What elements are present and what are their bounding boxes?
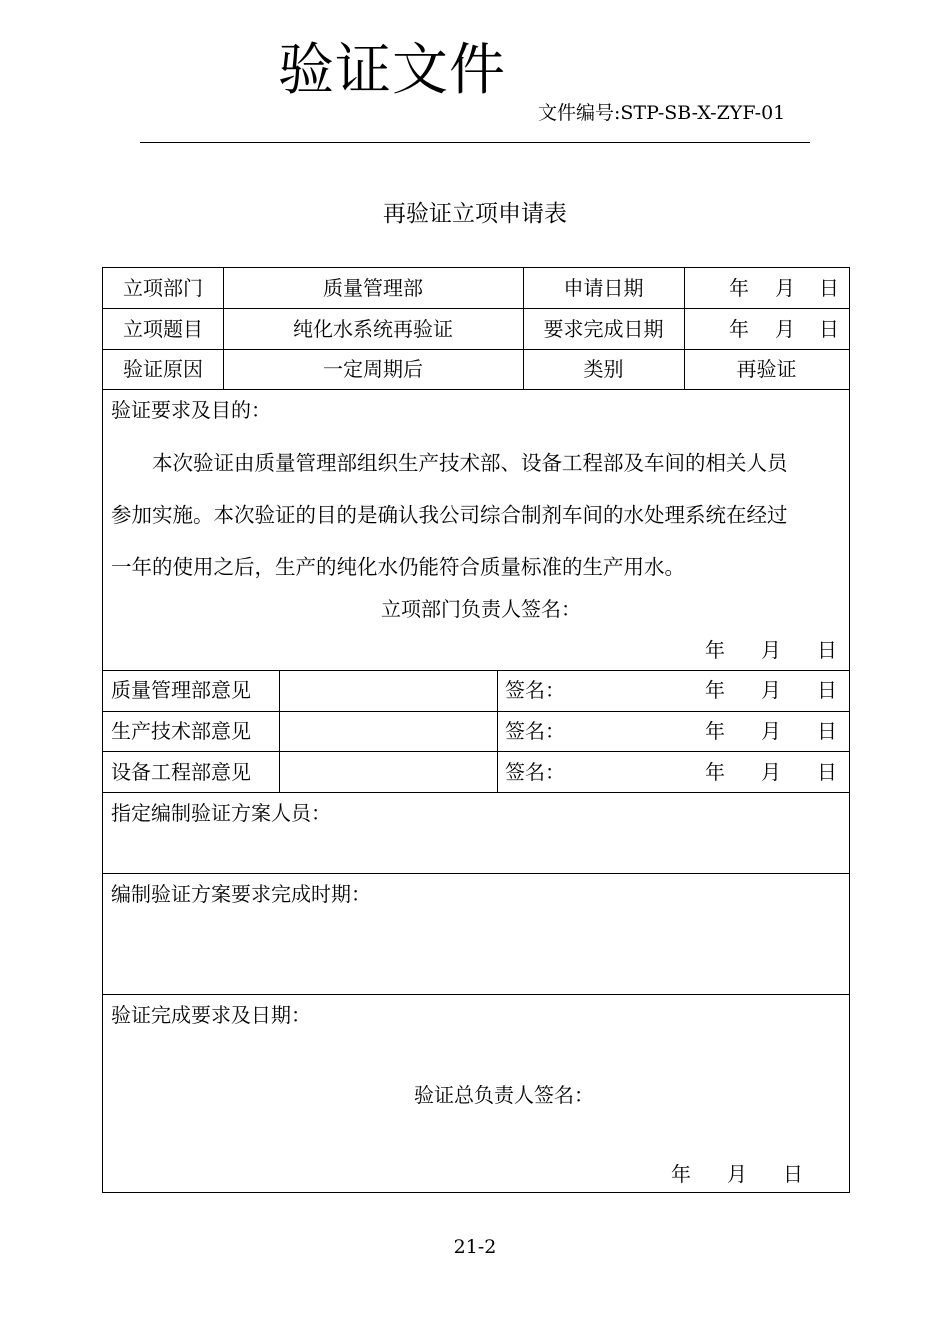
apply-date-label: 申请日期 xyxy=(563,276,644,300)
assign-staff-heading: 指定编制验证方案人员： xyxy=(111,801,331,825)
purpose-date-day: 日 xyxy=(817,638,837,662)
equipment-date-year: 年 xyxy=(705,760,725,784)
qa-sign-label: 签名： xyxy=(505,678,565,702)
purpose-date-year: 年 xyxy=(705,638,725,662)
equipment-sign-label: 签名： xyxy=(505,760,565,784)
due-date-month: 月 xyxy=(775,317,795,341)
qa-opinion-label: 质量管理部意见 xyxy=(111,678,251,702)
document-number: 文件编号:STP-SB-X-ZYF-01 xyxy=(538,102,786,124)
completion-date-year: 年 xyxy=(671,1162,691,1186)
document-title: 验证文件 xyxy=(278,38,506,103)
purpose-line-2: 参加实施。本次验证的目的是确认我公司综合制剂车间的水处理系统在经过 xyxy=(111,503,788,527)
dept-label: 立项部门 xyxy=(123,276,203,300)
purpose-line-3: 一年的使用之后，生产的纯化水仍能符合质量标准的生产用水。 xyxy=(111,555,685,579)
equipment-date-day: 日 xyxy=(817,760,837,784)
qa-date-month: 月 xyxy=(761,678,781,702)
completion-date-day: 日 xyxy=(783,1162,803,1186)
apply-date-month: 月 xyxy=(775,276,795,300)
production-opinion-label: 生产技术部意见 xyxy=(111,719,251,743)
due-date-label: 要求完成日期 xyxy=(543,317,664,341)
production-sign-label: 签名： xyxy=(505,719,565,743)
category-label: 类别 xyxy=(583,357,624,381)
header-divider xyxy=(140,142,810,143)
due-date-year: 年 xyxy=(729,317,749,341)
reason-label: 验证原因 xyxy=(123,357,203,381)
purpose-line-1: 本次验证由质量管理部组织生产技术部、设备工程部及车间的相关人员 xyxy=(152,451,788,475)
purpose-date-month: 月 xyxy=(761,638,781,662)
category-value: 再验证 xyxy=(736,357,797,381)
subject-label: 立项题目 xyxy=(123,317,203,341)
column-divider xyxy=(497,670,498,792)
production-date-day: 日 xyxy=(817,719,837,743)
production-date-year: 年 xyxy=(705,719,725,743)
dept-value: 质量管理部 xyxy=(323,276,423,300)
purpose-heading: 验证要求及目的： xyxy=(111,398,271,422)
completion-date-month: 月 xyxy=(727,1162,747,1186)
production-date-month: 月 xyxy=(761,719,781,743)
plan-deadline-heading: 编制验证方案要求完成时期： xyxy=(111,882,371,906)
qa-date-day: 日 xyxy=(817,678,837,702)
qa-date-year: 年 xyxy=(705,678,725,702)
apply-date-day: 日 xyxy=(819,276,839,300)
apply-date-year: 年 xyxy=(729,276,749,300)
completion-heading: 验证完成要求及日期： xyxy=(111,1003,311,1027)
equipment-opinion-label: 设备工程部意见 xyxy=(111,760,251,784)
chief-signature-label: 验证总负责人签名： xyxy=(414,1083,594,1107)
equipment-date-month: 月 xyxy=(761,760,781,784)
due-date-day: 日 xyxy=(819,317,839,341)
form-title: 再验证立项申请表 xyxy=(383,201,567,227)
page-number: 21-2 xyxy=(453,1236,497,1258)
application-form xyxy=(102,267,850,1193)
subject-value: 纯化水系统再验证 xyxy=(293,317,453,341)
reason-value: 一定周期后 xyxy=(323,357,423,381)
dept-head-signature-label: 立项部门负责人签名： xyxy=(381,597,581,621)
column-divider xyxy=(279,670,280,792)
